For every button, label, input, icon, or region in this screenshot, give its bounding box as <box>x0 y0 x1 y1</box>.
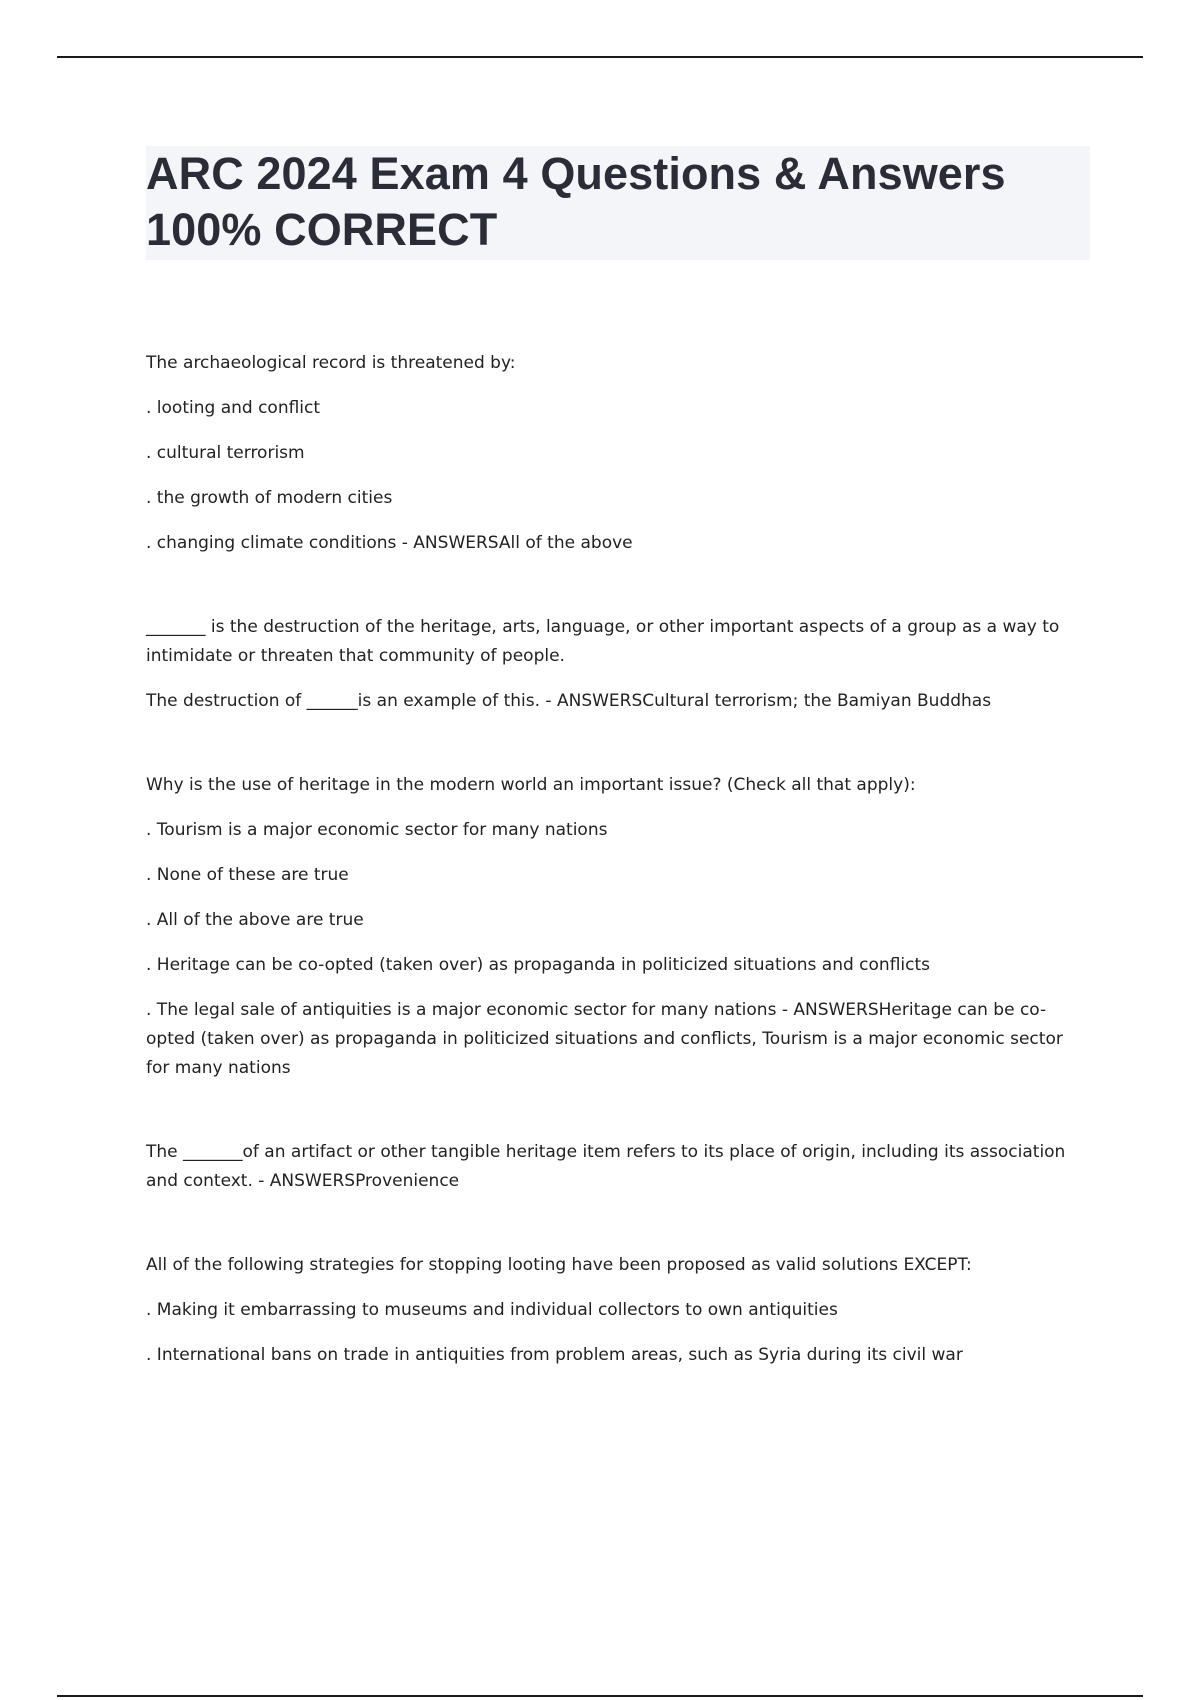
option-answer-line: . The legal sale of antiquities is a major economic sector for many nations - ANSWERSHeritage can be co-opted (taken over) as propaganda in politicized situations and conflicts, Tourism is a major economic sector for many nations <box>146 1000 1063 1078</box>
option-line: . International bans on trade in antiquities from problem areas, such as Syria during its civil war <box>146 1345 963 1365</box>
option-line: . the growth of modern cities <box>146 488 393 508</box>
question-answer-text: The _______of an artifact or other tangible heritage item refers to its place of origin, including its association and context. - ANSWERSProvenience <box>146 1142 1066 1191</box>
option-line: . looting and conflict <box>146 398 321 418</box>
title-box <box>146 146 1090 260</box>
question-block-3 <box>146 771 1090 1083</box>
question-text: Why is the use of heritage in the modern world an important issue? (Check all that apply): <box>146 775 916 795</box>
answer-line: The destruction of ______is an example of this. - ANSWERSCultural terrorism; the Bamiyan Buddhas <box>146 691 992 711</box>
document-body <box>146 146 1090 1425</box>
option-answer-line: . changing climate conditions - ANSWERSAll of the above <box>146 533 633 553</box>
question-text: _______ is the destruction of the heritage, arts, language, or other important aspects of a group as a way to intimidate or threaten that community of people. <box>146 617 1060 666</box>
option-line: . Making it embarrassing to museums and individual collectors to own antiquities <box>146 1300 838 1320</box>
question-block-4 <box>146 1138 1090 1196</box>
document-title: ARC 2024 Exam 4 Questions & Answers 100% CORRECT <box>146 148 1006 255</box>
option-line: . cultural terrorism <box>146 443 305 463</box>
question-text: All of the following strategies for stopping looting have been proposed as valid solutions EXCEPT: <box>146 1255 972 1275</box>
option-line: . All of the above are true <box>146 910 364 930</box>
option-line: . Heritage can be co-opted (taken over) as propaganda in politicized situations and conflicts <box>146 955 930 975</box>
question-block-1 <box>146 349 1090 558</box>
question-list <box>146 349 1090 1370</box>
question-text: The archaeological record is threatened by: <box>146 353 516 373</box>
bottom-rule <box>57 1695 1143 1697</box>
option-line: . Tourism is a major economic sector for many nations <box>146 820 608 840</box>
option-line: . None of these are true <box>146 865 349 885</box>
top-rule <box>57 56 1143 58</box>
question-block-5 <box>146 1251 1090 1370</box>
question-block-2 <box>146 613 1090 716</box>
